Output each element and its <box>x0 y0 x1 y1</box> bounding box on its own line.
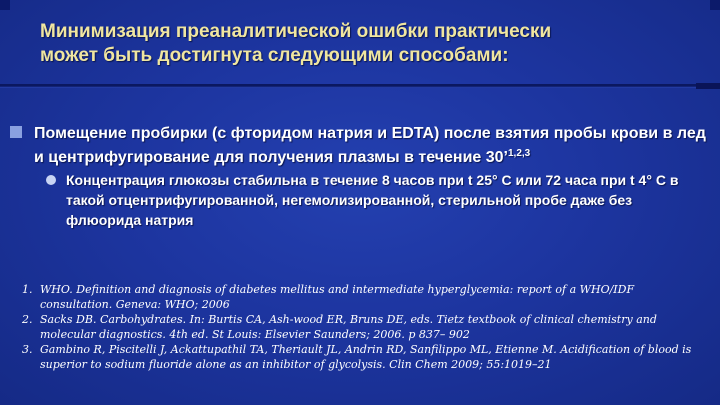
citation-superscript: 1,2,3 <box>508 148 531 159</box>
bullet-sub-point: Концентрация глюкозы стабильна в течение 8 часов при t 25° С или 72 часа при t 4° С в такой отцентрифугированной, негемолизированной, стерильной пробе даже без флюорида натрия <box>66 172 679 228</box>
square-bullet-icon <box>10 126 22 138</box>
corner-square-top-right <box>710 0 720 10</box>
slide-title <box>40 20 680 68</box>
references-list <box>22 282 708 372</box>
divider-end-block <box>696 83 720 89</box>
reference-text: Gambino R, Piscitelli J, Ackattupathil TA, Theriault JL, Andrin RD, Sanfilippo ML, Etienne M. Acidification of blood is superior to sodium fluoride alone as an inhibitor of glycolysis. Clin Chem 2009; 55:1019–21 <box>40 343 692 371</box>
title-line-1: Минимизация преаналитической ошибки практически <box>40 21 552 42</box>
reference-item <box>22 312 708 342</box>
title-divider <box>0 84 720 88</box>
reference-item <box>22 342 708 372</box>
bullet-main-text: Помещение пробирки (с фторидом натрия и EDTA) после взятия пробы крови в лед и центрифугирование для получения плазмы в течение 30’ <box>34 125 706 166</box>
reference-number: 2. <box>22 313 33 326</box>
reference-text: WHO. Definition and diagnosis of diabetes mellitus and intermediate hyperglycemia: report of a WHO/IDF consultation. Geneva: WHO; 2006 <box>40 283 635 311</box>
round-bullet-icon <box>46 175 56 185</box>
title-line-2: может быть достигнута следующими способами: <box>40 45 509 66</box>
reference-text: Sacks DB. Carbohydrates. In: Burtis CA, Ash-wood ER, Bruns DE, eds. Tietz textbook of clinical chemistry and molecular diagnostics. 4th ed. St Louis: Elsevier Saunders; 2006. p 837– 902 <box>40 313 657 341</box>
reference-item <box>22 282 708 312</box>
bullet-main-point <box>34 124 710 168</box>
corner-square-top-left <box>0 0 10 10</box>
reference-number: 1. <box>22 283 33 296</box>
reference-number: 3. <box>22 343 33 356</box>
